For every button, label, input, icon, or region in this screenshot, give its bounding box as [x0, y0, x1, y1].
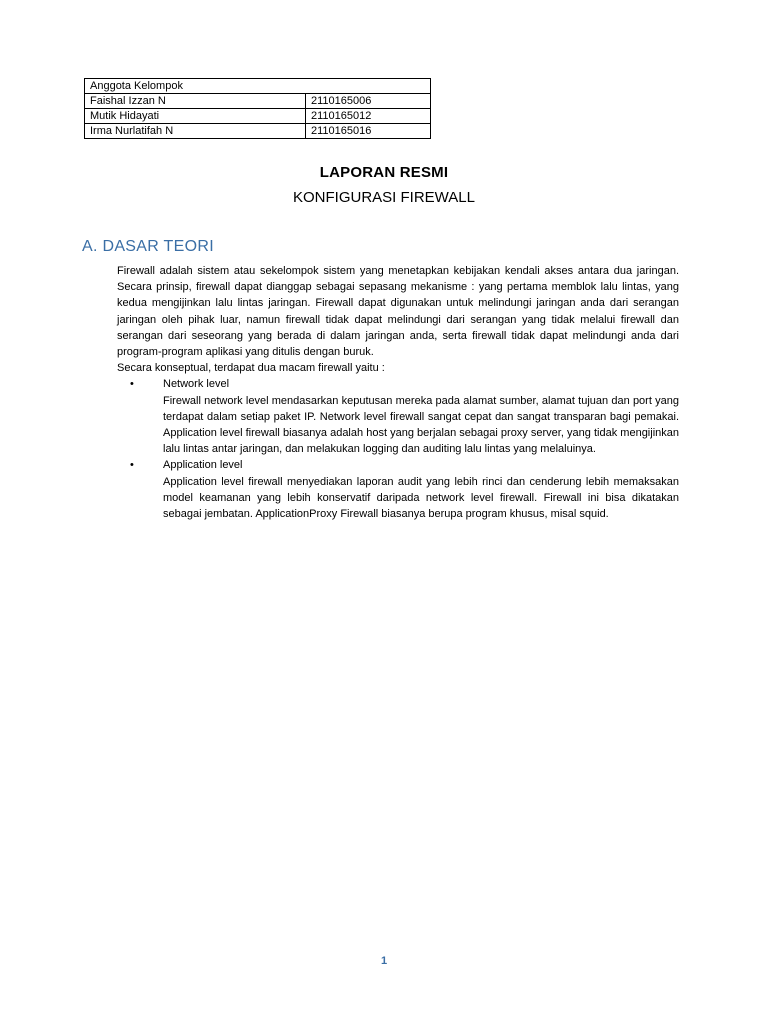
list-item	[117, 457, 679, 522]
list-item-title: Network level	[163, 378, 230, 391]
section-heading: A. DASAR TEORI	[82, 238, 214, 255]
list-item-body: Application level firewall menyediakan laporan audit yang lebih rinci dan cenderung lebih memaksakan model keamanan yang lebih konservatif daripada network level firewall. Firewall ini bisa dikatakan sebagai jembatan. ApplicationProxy Firewall biasanya berupa program khusus, misal squid.	[163, 475, 679, 521]
members-table	[84, 78, 431, 139]
member-name: Mutik Hidayati	[85, 109, 306, 124]
member-row	[85, 109, 431, 124]
section-content	[117, 263, 679, 522]
bullet-icon: •	[130, 378, 134, 391]
page-number: 1	[380, 955, 388, 967]
firewall-type-list	[117, 376, 679, 522]
member-name: Irma Nurlatifah N	[85, 124, 306, 139]
member-id: 2110165016	[306, 124, 431, 139]
member-row	[85, 124, 431, 139]
list-item-body: Firewall network level mendasarkan keputusan mereka pada alamat sumber, alamat tujuan dan port yang terdapat dalam setiap paket IP. Network level firewall sangat cepat dan sangat transparan bagi pemakai. Application level firewall biasanya adalah host yang berjalan sebagai proxy server, yang tidak mengijinkan lalu lintas antar jaringan, dan melakukan logging dan auditing lalu lintas yang melaluinya.	[163, 394, 679, 456]
list-item	[117, 376, 679, 457]
member-row	[85, 94, 431, 109]
members-header: Anggota Kelompok	[85, 79, 431, 94]
members-header-row	[85, 79, 431, 94]
member-name: Faishal Izzan N	[85, 94, 306, 109]
report-subtitle: KONFIGURASI FIREWALL	[293, 189, 475, 206]
intro-paragraph: Firewall adalah sistem atau sekelompok sistem yang menetapkan kebijakan kendali akses antara dua jaringan. Secara prinsip, firewall dapat dianggap sebagai sepasang mekanisme : yang pertama memblok lalu lintas, yang kedua mengijinkan lalu lintas jaringan. Firewall dapat digunakan untuk melindungi jaringan anda dari serangan jaringan oleh pihak luar, namun firewall tidak dapat melindungi dari serangan yang tidak melalui firewall dan serangan dari seseorang yang berada di dalam jaringan anda, serta firewall tidak dapat melindungi anda dari program-program aplikasi yang ditulis dengan buruk.	[117, 265, 679, 359]
bullet-icon: •	[130, 459, 134, 472]
concept-paragraph: Secara konseptual, terdapat dua macam firewall yaitu :	[117, 362, 385, 375]
list-item-title: Application level	[163, 459, 243, 472]
member-id: 2110165006	[306, 94, 431, 109]
member-id: 2110165012	[306, 109, 431, 124]
report-title: LAPORAN RESMI	[319, 164, 449, 181]
